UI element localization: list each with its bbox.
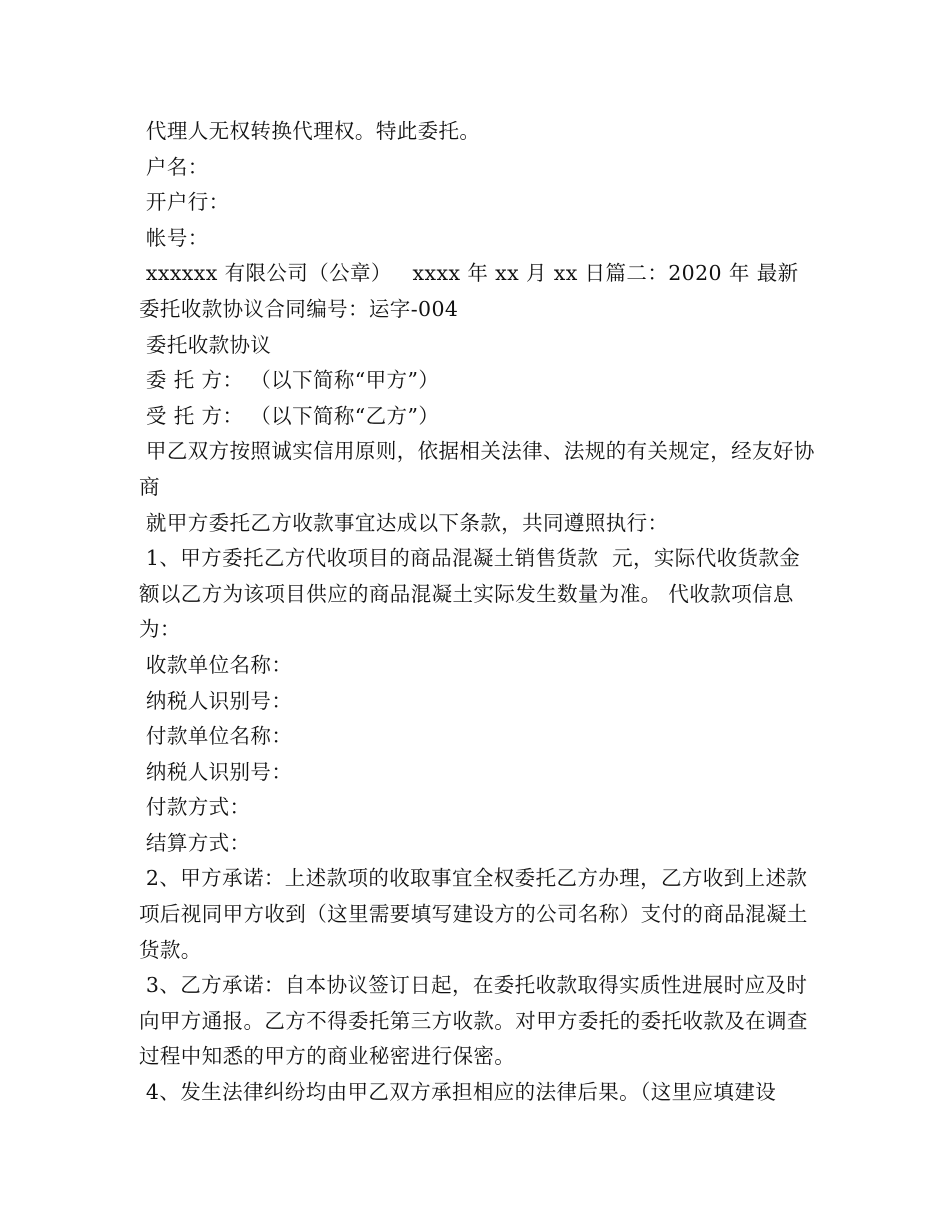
clause-2: 2、甲方承诺：上述款项的收取事宜全权委托乙方办理，乙方收到上述款项后视同甲方收到（这里需要填写建设方的公司名称）支付的商品混凝土货款。 <box>139 866 808 962</box>
agent-party-line: 受 托 方： （以下简称“乙方”） <box>139 403 440 428</box>
agreement-title: 委托收款协议 <box>139 332 272 357</box>
bank-label: 开户行： <box>139 190 230 215</box>
payer-name-label: 付款单位名称： <box>139 724 293 749</box>
clause-3: 3、乙方承诺：自本协议签订日起，在委托收款取得实质性进展时应及时向甲方通报。乙方不得委托第三方收款。对甲方委托的委托收款及在调查过程中知悉的甲方的商业秘密进行保密。 <box>139 973 808 1069</box>
paragraph-agency-clause: 代理人无权转换代理权。特此委托。 <box>139 119 481 143</box>
document-body <box>139 114 817 1111</box>
clause-1: 1、甲方委托乙方代收项目的商品混凝土销售货款 元，实际代收货款金额以乙方为该项目供应的商品混凝土实际发生数量为准。 代收款项信息为： <box>139 546 801 642</box>
payee-tax-id-label: 纳税人识别号： <box>139 688 293 713</box>
payer-tax-id-label: 纳税人识别号： <box>139 759 293 784</box>
settlement-method-label: 结算方式： <box>139 830 251 855</box>
clause-4: 4、发生法律纠纷均由甲乙双方承担相应的法律后果。（这里应填建设 <box>139 1080 777 1105</box>
payment-method-label: 付款方式： <box>139 795 251 820</box>
preamble-continuation: 就甲方委托乙方收款事宜达成以下条款，共同遵照执行： <box>139 510 669 535</box>
account-name-label: 户名： <box>139 154 209 179</box>
payee-name-label: 收款单位名称： <box>139 652 293 677</box>
preamble-paragraph: 甲乙双方按照诚实信用原则，依据相关法律、法规的有关规定，经友好协商 <box>139 439 815 499</box>
principal-party-line: 委 托 方： （以下简称“甲方”） <box>139 368 440 393</box>
company-seal-date-line: xxxxxx 有限公司（公章） xxxx 年 xx 月 xx 日篇二：2020 年 最新 委托收款协议合同编号：运字-004 <box>139 261 806 321</box>
account-number-label: 帐号： <box>139 225 209 250</box>
